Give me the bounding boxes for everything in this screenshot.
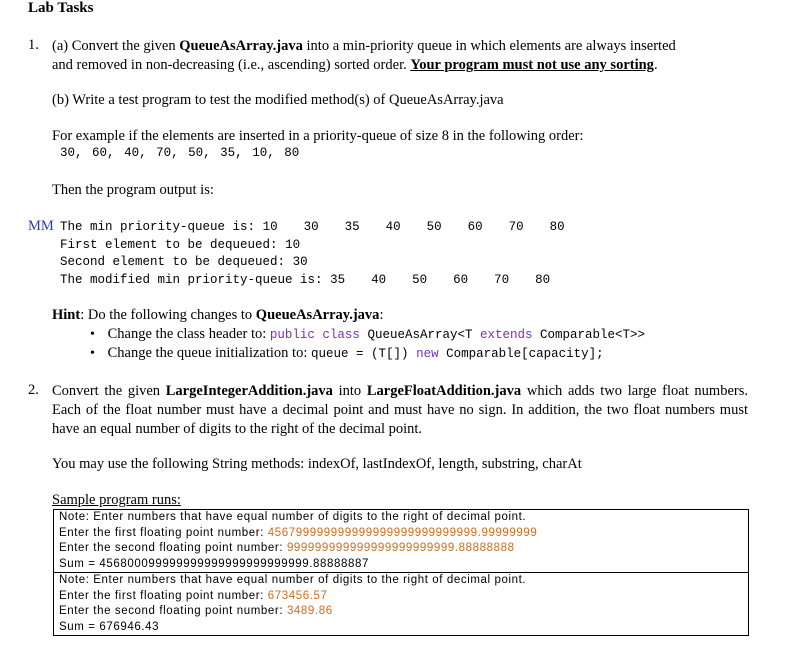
string-methods: You may use the following String methods: indexOf, lastIndexOf, length, substring, charAt <box>52 456 582 472</box>
example-values: 30, 60, 40, 70, 50, 35, 10, 80 <box>60 146 300 160</box>
task2-description: Convert the given LargeIntegerAddition.java into LargeFloatAddition.java which adds two large float numbers. Each of the float number must have a decimal point and must have no sign. In addition, the two float numbers must have an equal number of digits to the right of the decimal point. <box>52 383 748 437</box>
task1-number: 1. <box>28 37 39 53</box>
run-second-input: Enter the second floating point number: 3489.86 <box>59 605 333 617</box>
sample-run-1 <box>54 510 748 572</box>
hint-line: Hint: Do the following changes to QueueAsArray.java: <box>52 307 384 323</box>
run-first-input: Enter the first floating point number: 456799999999999999999999999999.99999999 <box>59 526 538 539</box>
hint-item-queue-init: • Change the queue initialization to: queue = (T[]) new Comparable[capacity]; <box>90 345 604 361</box>
run-note: Note: Enter numbers that have equal number of digits to the right of decimal point. <box>59 574 527 586</box>
task1-part-b: (b) Write a test program to test the modified method(s) of QueueAsArray.java <box>52 92 504 108</box>
run-first-input: Enter the first floating point number: 673456.57 <box>59 589 328 602</box>
run-sum: Sum = 676946.43 <box>59 620 160 633</box>
page-title: Lab Tasks <box>28 0 94 16</box>
example-intro: For example if the elements are inserted in a priority-queue of size 8 in the following order: <box>52 128 584 144</box>
file-largefloataddition: LargeFloatAddition.java <box>366 383 522 399</box>
sample-runs-box <box>53 509 749 636</box>
sample-runs-label: Sample program runs: <box>52 492 181 508</box>
program-output <box>60 219 565 289</box>
task1-part-a: (a) Convert the given QueueAsArray.java into a min-priority queue in which elements are always inserted and removed in non-decreasing (i.e., ascending) sorted order. Your program must not use any sorting. <box>52 38 676 73</box>
run-second-input: Enter the second floating point number: 999999999999999999999999.88888888 <box>59 542 515 554</box>
no-sorting-warning: Your program must not use any sorting <box>410 57 654 73</box>
output-intro: Then the program output is: <box>52 182 214 198</box>
output-first-dequeued: First element to be dequeued: 10 <box>60 237 301 252</box>
output-modified-queue: The modified min priority-queue is: 35 40 50 60 70 80 <box>60 272 551 287</box>
output-min-queue: The min priority-queue is: 10 30 35 40 50 60 70 80 <box>60 220 565 234</box>
bullet-icon: • <box>90 346 95 361</box>
sample-run-2 <box>54 572 748 635</box>
run-note: Note: Enter numbers that have equal number of digits to the right of decimal point. <box>59 511 527 523</box>
file-largeintegeraddition: LargeIntegerAddition.java <box>165 383 333 399</box>
output-second-dequeued: Second element to be dequeued: 30 <box>60 255 308 269</box>
mm-marker: MM <box>28 218 54 234</box>
run-sum: Sum = 456800099999999999999999999999.88888887 <box>59 557 369 570</box>
hint-item-class-header: • Change the class header to: public class QueueAsArray<T extends Comparable<T>> <box>90 326 646 342</box>
file-queueasarray: QueueAsArray.java <box>179 38 303 54</box>
bullet-icon: • <box>90 327 95 342</box>
task2-number: 2. <box>28 382 39 398</box>
